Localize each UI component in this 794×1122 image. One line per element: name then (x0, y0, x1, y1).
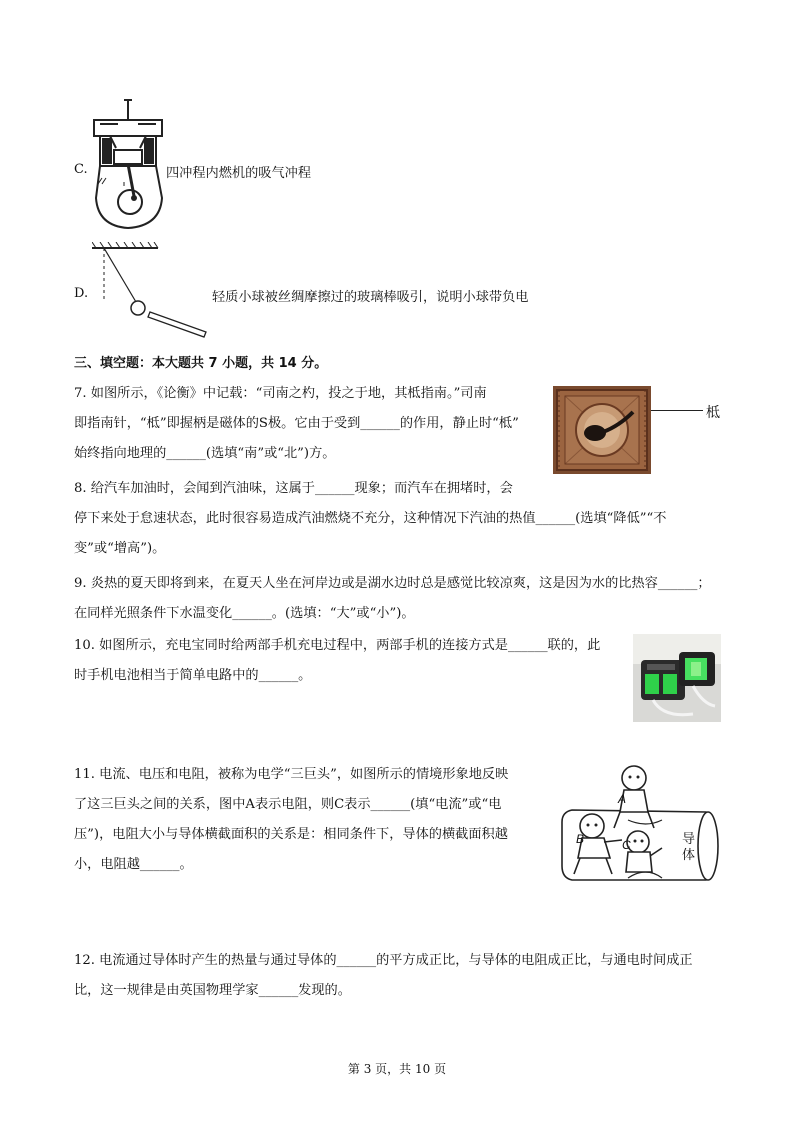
q9-line-2: 在同样光照条件下水温变化______。(选填：“大”或“小”)。 (74, 606, 415, 621)
q7-line-1: 7. 如图所示，《论衡》中记载：“司南之杓，投之于地，其柢指南。”司南 (74, 386, 487, 401)
q9-line-1: 9. 炎热的夏天即将到来，在夏天人坐在河岸边或是湖水边时总是感觉比较凉爽，这是因为水的比热容______； (74, 576, 711, 591)
sinan-compass-photo (553, 386, 651, 474)
q8-line-1: 8. 给汽车加油时，会闻到汽油味，这属于______现象；而汽车在拥堵时，会 (74, 481, 513, 496)
q10-line-2: 时手机电池相当于简单电路中的______。 (74, 668, 312, 683)
q8-line-2: 停下来处于怠速状态，此时很容易造成汽油燃烧不充分，这种情况下汽油的热值______(选填“降低”“不 (74, 511, 667, 526)
q7-line-2: 即指南针，“柢”即握柄是磁体的S极。它由于受到______的作用，静止时“柢” (74, 416, 519, 431)
q10-line-1: 10. 如图所示，充电宝同时给两部手机充电过程中，两部手机的连接方式是______联的，此 (74, 638, 601, 653)
q12-line-2: 比，这一规律是由英国物理学家______发现的。 (74, 983, 351, 998)
cartoon-label-a: A (618, 792, 627, 806)
q11-line-2: 了这三巨头之间的关系，图中A表示电阻，则C表示______(填“电流”或“电 (74, 797, 502, 812)
cartoon-label-c: C (622, 838, 631, 852)
q7-line-3: 始终指向地理的______(选填“南”或“北”)方。 (74, 446, 336, 461)
electric-trio-cartoon (558, 762, 720, 884)
q11-line-3: 压”)，电阻大小与导体横截面积的关系是：相同条件下，导体的横截面积越 (74, 827, 508, 842)
q8-line-3: 变”或“增高”)。 (74, 541, 166, 556)
q11-line-4: 小，电阻越______。 (74, 857, 193, 872)
option-d-letter: D. (74, 286, 89, 301)
option-c-letter: C. (74, 162, 88, 177)
q12-line-1: 12. 电流通过导体时产生的热量与通过导体的______的平方成正比，与导体的电阻成正比，与通电时间成正 (74, 953, 693, 968)
charged-ball-figure (92, 242, 212, 338)
section-title: 三、填空题：本大题共 7 小题，共 14 分。 (74, 356, 328, 371)
power-bank-photo (633, 634, 721, 722)
cartoon-label-conductor: 导体 (682, 832, 696, 863)
sinan-label-leader (651, 410, 703, 411)
page-footer: 第 3 页，共 10 页 (347, 1062, 447, 1076)
option-c-text: 四冲程内燃机的吸气冲程 (166, 166, 312, 181)
option-d-text: 轻质小球被丝绸摩擦过的玻璃棒吸引，说明小球带负电 (212, 290, 529, 305)
sinan-label: 柢 (706, 405, 720, 421)
q11-line-1: 11. 电流、电压和电阻，被称为电学“三巨头”，如图所示的情境形象地反映 (74, 767, 509, 782)
engine-intake-stroke-figure (88, 98, 168, 233)
cartoon-label-b: B (576, 832, 585, 846)
